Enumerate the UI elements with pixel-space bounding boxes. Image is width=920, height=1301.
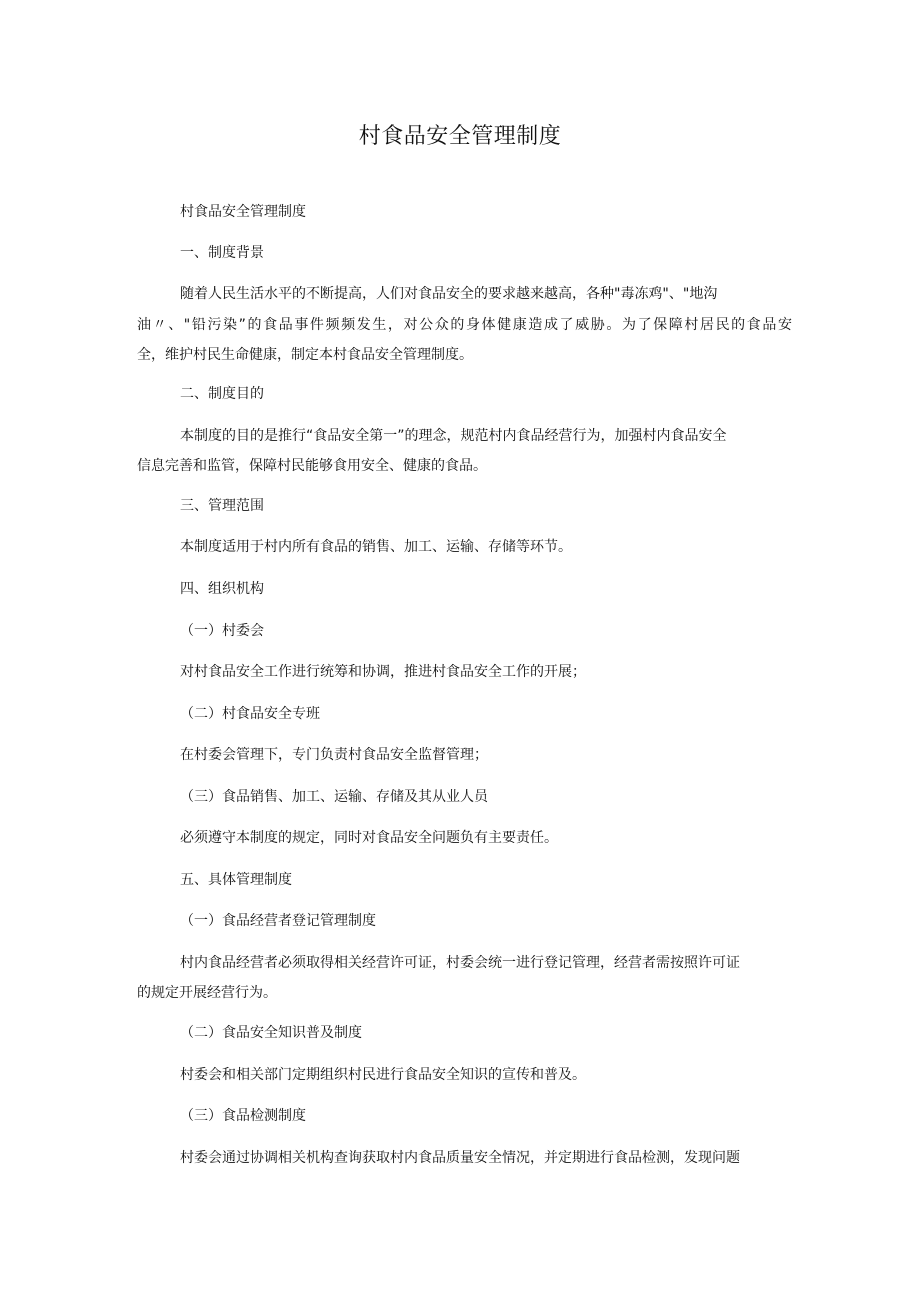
section-heading-purpose: 二、制度目的 [180,386,264,402]
section-heading-organization: 四、组织机构 [180,581,264,597]
subsection-heading: （一）村委会 [180,623,264,639]
subsection-heading: （二）食品安全知识普及制度 [180,1025,362,1041]
subtitle-line: 村食品安全管理制度 [180,204,306,220]
paragraph-line: 本制度适用于村内所有食品的销售、加工、运输、存储等环节。 [180,539,572,555]
subsection-heading: （一）食品经营者登记管理制度 [180,913,376,929]
paragraph-line: 在村委会管理下，专门负责村食品安全监督管理； [180,747,488,763]
section-heading-background: 一、制度背景 [180,245,264,261]
paragraph-line: 全，维护村民生命健康，制定本村食品安全管理制度。 [137,347,473,363]
section-heading-rules: 五、具体管理制度 [180,872,292,888]
subsection-heading: （三）食品销售、加工、运输、存储及其从业人员 [180,789,488,805]
paragraph-line: 油〃、"铅污染”的食品事件频频发生，对公众的身体健康造成了威胁。为了保障村居民的食品安 [137,317,792,333]
paragraph-line: 随着人民生活水平的不断提高，人们对食品安全的要求越来越高，各种"毒冻鸡"、"地沟 [180,286,718,302]
paragraph-line: 村内食品经营者必须取得相关经营许可证，村委会统一进行登记管理，经营者需按照许可证 [180,955,740,971]
paragraph-line: 的规定开展经营行为。 [137,985,277,1001]
paragraph-line: 村委会和相关部门定期组织村民进行食品安全知识的宣传和普及。 [180,1067,586,1083]
subsection-heading: （二）村食品安全专班 [180,706,320,722]
paragraph-line: 对村食品安全工作进行统筹和协调，推进村食品安全工作的开展； [180,664,586,680]
paragraph-line: 本制度的目的是推行“食品安全第一”的理念，规范村内食品经营行为，加强村内食品安全 [180,428,727,444]
document-title: 村食品安全管理制度 [358,124,562,149]
subsection-heading: （三）食品检测制度 [180,1108,306,1124]
section-heading-scope: 三、管理范围 [180,498,264,514]
paragraph-line: 村委会通过协调相关机构查询获取村内食品质量安全情况，并定期进行食品检测，发现问题 [180,1150,740,1166]
paragraph-line: 必须遵守本制度的规定，同时对食品安全问题负有主要责任。 [180,830,558,846]
paragraph-line: 信息完善和监管，保障村民能够食用安全、健康的食品。 [137,458,487,474]
